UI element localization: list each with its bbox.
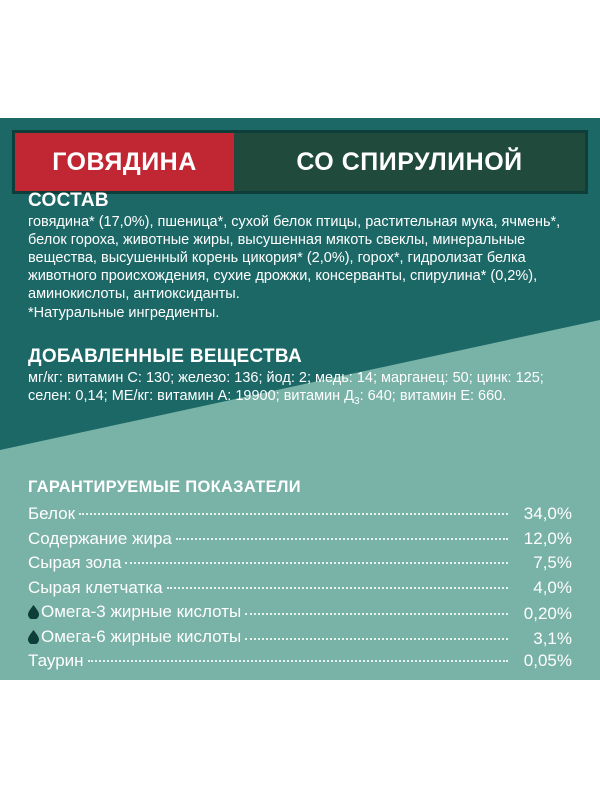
additives-subscript: 3 (354, 395, 360, 407)
composition-section (28, 190, 572, 322)
table-row (28, 504, 572, 529)
row-value: 7,5% (533, 553, 572, 572)
row-label: Омега-3 жирные кислоты (41, 602, 242, 621)
dot-leader (245, 613, 508, 615)
product-info-panel (0, 118, 600, 680)
dot-leader (167, 587, 508, 589)
row-value: 0,05% (523, 651, 572, 670)
composition-note: *Натуральные ингредиенты. (28, 305, 220, 321)
dot-leader (88, 660, 508, 662)
row-name (28, 529, 172, 549)
dot-leader (79, 513, 508, 515)
additives-text (28, 369, 572, 411)
dot-leader (245, 638, 508, 640)
row-label: Белок (28, 504, 76, 523)
row-label: Таурин (28, 651, 84, 670)
row-label: Омега-6 жирные кислоты (41, 626, 242, 646)
dot-leader (125, 562, 508, 564)
row-label: Содержание жира (28, 528, 172, 548)
additives-section (28, 346, 572, 411)
drop-icon (28, 630, 39, 644)
tag-beef: ГОВЯДИНА (15, 133, 234, 191)
flavor-tags (12, 130, 588, 194)
additives-text-tail: : 640; витамин Е: 660. (359, 388, 507, 404)
drop-icon (28, 605, 39, 619)
row-label: Сырая зола (28, 553, 122, 572)
table-row (28, 627, 572, 652)
row-value: 12,0% (523, 528, 572, 548)
table-row (28, 602, 572, 627)
guaranteed-section (28, 478, 572, 676)
table-row (28, 578, 572, 603)
row-name (28, 651, 84, 671)
row-name (28, 627, 241, 647)
guaranteed-title: ГАРАНТИРУЕМЫЕ ПОКАЗАТЕЛИ (28, 478, 301, 496)
composition-text: говядина* (17,0%), пшеница*, сухой белок птицы, растительная мука, ячмень*, белок гороха, животные жиры, высушенная мякоть свеклы, минеральные вещества, высушенный корень цикория* (2,0%), горох*, гидролизат белка животного происхождения, сухие дрожжи, консерванты, спирулина* (0,2%), аминокислоты, антиоксиданты. (28, 214, 561, 302)
row-value: 3,1% (533, 628, 572, 648)
table-row (28, 529, 572, 554)
row-value: 0,20% (523, 604, 572, 623)
row-value: 34,0% (523, 504, 572, 523)
guaranteed-table (28, 504, 572, 676)
additives-text-main: мг/кг: витамин С: 130; железо: 136; йод: 2; медь: 14; марганец: 50; цинк: 125; селен: 0,14; МЕ/кг: витамин А: 19900; витамин Д (28, 370, 544, 404)
row-value: 4,0% (533, 577, 572, 597)
dot-leader (176, 538, 508, 540)
table-row (28, 651, 572, 676)
tag-spirulina: СО СПИРУЛИНОЙ (234, 133, 585, 191)
row-name (28, 553, 121, 573)
composition-title: СОСТАВ (28, 190, 109, 211)
row-name (28, 578, 163, 598)
additives-title: ДОБАВЛЕННЫЕ ВЕЩЕСТВА (28, 346, 302, 367)
row-name (28, 602, 241, 622)
table-row (28, 553, 572, 578)
row-name (28, 504, 75, 524)
row-label: Сырая клетчатка (28, 577, 163, 597)
